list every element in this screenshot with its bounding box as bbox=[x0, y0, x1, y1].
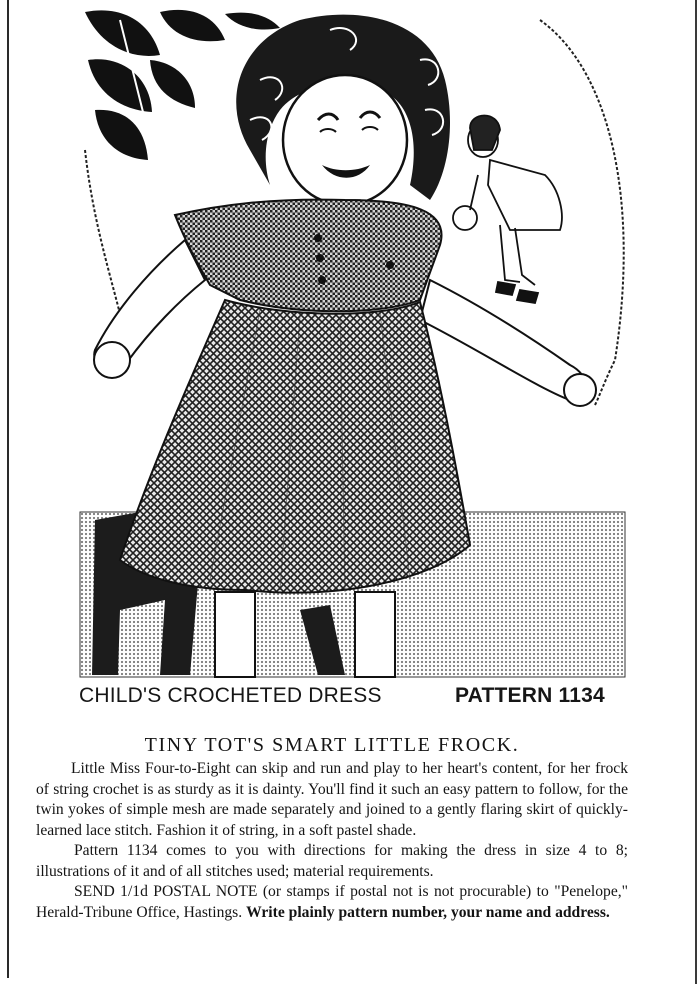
face bbox=[283, 75, 407, 205]
dress-yoke bbox=[175, 200, 442, 312]
leg-left bbox=[215, 592, 255, 677]
small-girl-figure bbox=[453, 116, 562, 304]
dress-skirt bbox=[120, 300, 470, 593]
paragraph-description: Little Miss Four-to-Eight can skip and run and play to her heart's content, for her frock of string crochet is as sturdy as it is dainty. You'll find it such an easy pattern to follow, for the twin yokes of simple mesh are made separately and joined to a gently flaring skirt of quickly-learned lace stitch. Fashion it of string, in a soft pastel shade. bbox=[36, 760, 628, 839]
arm-right bbox=[420, 280, 588, 402]
paragraph-pattern-details: Pattern 1134 comes to you with directions for making the dress in size 4 to 8; illustrations of it and of all stitches used; material requirements. bbox=[36, 842, 628, 880]
caption-title: CHILD'S CROCHETED DRESS bbox=[79, 684, 382, 707]
headline: TINY TOT'S SMART LITTLE FROCK. bbox=[144, 734, 520, 756]
caption-pattern-number: PATTERN 1134 bbox=[455, 684, 605, 707]
closing-instruction: Write plainly pattern number, your name and address. bbox=[246, 903, 610, 921]
ordering-text: SEND 1/1d POSTAL NOTE (or stamps if postal not is not procurable) to "Penelope," Herald-Tribune Office, Hastings. bbox=[36, 883, 628, 921]
paragraph-ordering bbox=[36, 882, 628, 923]
leg-right bbox=[355, 592, 395, 677]
article bbox=[36, 734, 628, 923]
